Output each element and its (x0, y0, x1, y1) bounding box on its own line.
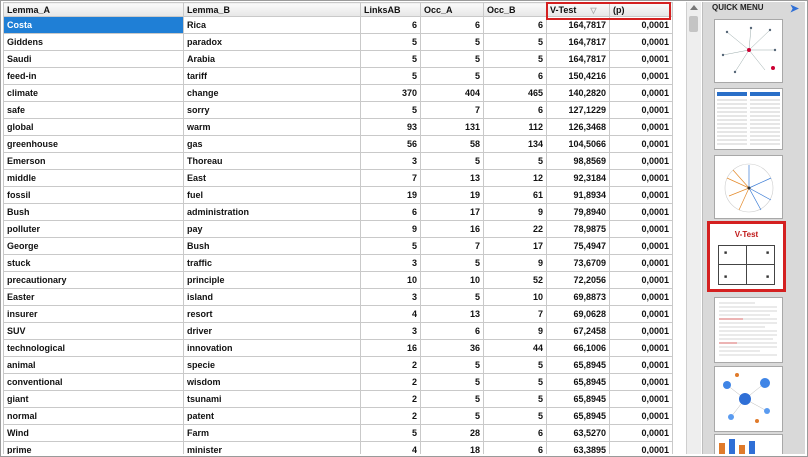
cell-links-ab[interactable]: 5 (361, 102, 421, 119)
quick-menu-thumb-table[interactable] (714, 88, 783, 150)
cell-occ-a[interactable]: 5 (421, 357, 484, 374)
cell-occ-a[interactable]: 16 (421, 221, 484, 238)
quick-menu-vtest-card[interactable] (707, 221, 786, 292)
cell-lemma-b[interactable]: island (184, 289, 361, 306)
cell-links-ab[interactable]: 3 (361, 153, 421, 170)
quick-menu-panel (702, 2, 805, 454)
cell-links-ab[interactable]: 6 (361, 17, 421, 34)
cell-lemma-a[interactable]: George (4, 238, 184, 255)
cell-lemma-b[interactable]: sorry (184, 102, 361, 119)
cell-lemma-a[interactable]: global (4, 119, 184, 136)
cell-lemma-a[interactable]: safe (4, 102, 184, 119)
header-occ-a[interactable]: Occ_A (421, 3, 484, 17)
cell-occ-a[interactable]: 7 (421, 102, 484, 119)
cell-p-value[interactable]: 0,0001 (610, 204, 673, 221)
sort-descending-icon: ▽ (590, 5, 597, 15)
vtest-quadrant-grid (718, 245, 775, 285)
cell-p-value[interactable]: 0,0001 (610, 425, 673, 442)
cell-lemma-b[interactable]: pay (184, 221, 361, 238)
scrollbar-thumb[interactable] (689, 16, 698, 32)
cell-v-test[interactable]: 73,6709 (547, 255, 610, 272)
cell-p-value[interactable]: 0,0001 (610, 170, 673, 187)
scroll-up-arrow-icon[interactable] (690, 5, 698, 10)
cell-p-value[interactable]: 0,0001 (610, 374, 673, 391)
cell-occ-b[interactable]: 5 (484, 34, 547, 51)
cell-links-ab[interactable]: 3 (361, 289, 421, 306)
cell-links-ab[interactable]: 3 (361, 255, 421, 272)
cell-occ-a[interactable]: 5 (421, 289, 484, 306)
table-thumbnail-icon (715, 89, 782, 149)
quadrant-marker-icon: ■ (765, 274, 769, 280)
cell-v-test[interactable]: 150,4216 (547, 68, 610, 85)
cell-p-value[interactable]: 0,0001 (610, 238, 673, 255)
cell-lemma-a[interactable]: SUV (4, 323, 184, 340)
cell-occ-a[interactable]: 6 (421, 323, 484, 340)
cell-links-ab[interactable]: 56 (361, 136, 421, 153)
cell-occ-a[interactable]: 13 (421, 306, 484, 323)
cell-occ-a[interactable]: 13 (421, 170, 484, 187)
table-row[interactable] (4, 374, 673, 391)
cell-occ-b[interactable]: 6 (484, 425, 547, 442)
table-row[interactable] (4, 34, 673, 51)
cell-v-test[interactable]: 92,3184 (547, 170, 610, 187)
quadrant-marker-icon: ■ (724, 250, 728, 256)
cell-links-ab[interactable]: 5 (361, 238, 421, 255)
cell-lemma-b[interactable]: paradox (184, 34, 361, 51)
header-v-test[interactable] (547, 3, 610, 17)
table-row[interactable] (4, 289, 673, 306)
cell-occ-a[interactable]: 5 (421, 374, 484, 391)
cell-p-value[interactable]: 0,0001 (610, 51, 673, 68)
cell-lemma-a[interactable]: Wind (4, 425, 184, 442)
cell-v-test[interactable]: 66,1006 (547, 340, 610, 357)
cell-links-ab[interactable]: 9 (361, 221, 421, 238)
cell-lemma-a[interactable]: Emerson (4, 153, 184, 170)
cell-p-value[interactable]: 0,0001 (610, 391, 673, 408)
cell-v-test[interactable]: 65,8945 (547, 391, 610, 408)
table-header-row (4, 3, 673, 17)
cell-p-value[interactable]: 0,0001 (610, 34, 673, 51)
cell-links-ab[interactable]: 2 (361, 408, 421, 425)
quick-menu-thumb-report[interactable] (714, 297, 783, 363)
header-lemma-b[interactable]: Lemma_B (184, 3, 361, 17)
cell-occ-b[interactable]: 61 (484, 187, 547, 204)
table-row[interactable] (4, 85, 673, 102)
cell-v-test[interactable]: 164,7817 (547, 51, 610, 68)
table-row[interactable] (4, 425, 673, 442)
table-row[interactable] (4, 255, 673, 272)
cell-lemma-a[interactable]: Giddens (4, 34, 184, 51)
cell-lemma-b[interactable]: administration (184, 204, 361, 221)
cell-lemma-a[interactable]: giant (4, 391, 184, 408)
cell-lemma-a[interactable]: climate (4, 85, 184, 102)
cell-occ-b[interactable]: 52 (484, 272, 547, 289)
cell-links-ab[interactable]: 3 (361, 323, 421, 340)
table-row[interactable] (4, 391, 673, 408)
cell-occ-a[interactable]: 5 (421, 408, 484, 425)
cell-occ-a[interactable]: 10 (421, 272, 484, 289)
chart-thumbnail-icon (715, 435, 782, 454)
cell-occ-b[interactable]: 10 (484, 289, 547, 306)
quick-menu-header (703, 2, 805, 14)
cell-p-value[interactable]: 0,0001 (610, 221, 673, 238)
cell-occ-a[interactable]: 36 (421, 340, 484, 357)
table-row[interactable] (4, 102, 673, 119)
chevron-right-icon[interactable]: ➤ (789, 3, 799, 15)
cell-lemma-b[interactable]: change (184, 85, 361, 102)
quick-menu-thumb-radial[interactable] (714, 155, 783, 219)
cell-v-test[interactable]: 79,8940 (547, 204, 610, 221)
cell-occ-a[interactable]: 7 (421, 238, 484, 255)
bubble-network-thumbnail-icon (715, 367, 782, 431)
table-row[interactable] (4, 204, 673, 221)
cell-links-ab[interactable]: 93 (361, 119, 421, 136)
cell-p-value[interactable]: 0,0001 (610, 340, 673, 357)
cell-occ-b[interactable]: 6 (484, 68, 547, 85)
cell-occ-b[interactable]: 7 (484, 306, 547, 323)
cell-links-ab[interactable]: 5 (361, 34, 421, 51)
cell-v-test[interactable]: 63,5270 (547, 425, 610, 442)
cell-occ-a[interactable]: 5 (421, 153, 484, 170)
cell-lemma-a[interactable]: middle (4, 170, 184, 187)
table-row[interactable] (4, 221, 673, 238)
cell-lemma-a[interactable]: animal (4, 357, 184, 374)
cell-occ-b[interactable]: 5 (484, 374, 547, 391)
cell-lemma-b[interactable]: warm (184, 119, 361, 136)
cell-occ-a[interactable]: 131 (421, 119, 484, 136)
cell-v-test[interactable]: 65,8945 (547, 408, 610, 425)
cell-occ-a[interactable]: 5 (421, 51, 484, 68)
cell-lemma-b[interactable]: Farm (184, 425, 361, 442)
cell-links-ab[interactable]: 5 (361, 425, 421, 442)
table-row[interactable] (4, 272, 673, 289)
cell-p-value[interactable]: 0,0001 (610, 119, 673, 136)
cell-v-test[interactable]: 164,7817 (547, 34, 610, 51)
cell-p-value[interactable]: 0,0001 (610, 187, 673, 204)
cell-links-ab[interactable]: 2 (361, 374, 421, 391)
table-row[interactable] (4, 323, 673, 340)
cell-occ-b[interactable]: 5 (484, 51, 547, 68)
cell-lemma-a[interactable]: Easter (4, 289, 184, 306)
cell-links-ab[interactable]: 5 (361, 68, 421, 85)
cell-occ-b[interactable]: 22 (484, 221, 547, 238)
cell-lemma-a[interactable]: insurer (4, 306, 184, 323)
table-row[interactable] (4, 238, 673, 255)
cell-p-value[interactable]: 0,0001 (610, 68, 673, 85)
header-links-ab[interactable]: LinksAB (361, 3, 421, 17)
cell-v-test[interactable]: 126,3468 (547, 119, 610, 136)
cell-lemma-b[interactable]: principle (184, 272, 361, 289)
cell-occ-b[interactable]: 9 (484, 255, 547, 272)
cell-v-test[interactable]: 140,2820 (547, 85, 610, 102)
cell-v-test[interactable]: 65,8945 (547, 374, 610, 391)
quadrant-marker-icon: ■ (724, 274, 728, 280)
table-row[interactable] (4, 408, 673, 425)
cell-lemma-b[interactable]: traffic (184, 255, 361, 272)
cell-links-ab[interactable]: 5 (361, 51, 421, 68)
table-row[interactable] (4, 340, 673, 357)
table-row[interactable] (4, 153, 673, 170)
cell-lemma-a[interactable]: technological (4, 340, 184, 357)
cell-v-test[interactable]: 65,8945 (547, 357, 610, 374)
cell-v-test[interactable]: 98,8569 (547, 153, 610, 170)
cell-occ-b[interactable]: 5 (484, 408, 547, 425)
cell-p-value[interactable]: 0,0001 (610, 323, 673, 340)
cell-lemma-b[interactable]: wisdom (184, 374, 361, 391)
cell-links-ab[interactable]: 4 (361, 306, 421, 323)
cell-lemma-a[interactable]: normal (4, 408, 184, 425)
table-row[interactable] (4, 51, 673, 68)
cell-links-ab[interactable]: 19 (361, 187, 421, 204)
cell-v-test[interactable]: 104,5066 (547, 136, 610, 153)
quadrant-marker-icon: ■ (765, 250, 769, 256)
cell-lemma-b[interactable]: East (184, 170, 361, 187)
cell-lemma-a[interactable]: fossil (4, 187, 184, 204)
cell-p-value[interactable]: 0,0001 (610, 136, 673, 153)
cell-links-ab[interactable]: 2 (361, 391, 421, 408)
cell-links-ab[interactable]: 370 (361, 85, 421, 102)
cell-v-test[interactable]: 69,0628 (547, 306, 610, 323)
cell-links-ab[interactable]: 6 (361, 204, 421, 221)
cell-p-value[interactable]: 0,0001 (610, 153, 673, 170)
cell-occ-a[interactable]: 18 (421, 442, 484, 455)
cell-p-value[interactable]: 0,0001 (610, 255, 673, 272)
header-p-value[interactable]: (p) (610, 3, 673, 17)
table-row[interactable] (4, 442, 673, 455)
cell-occ-a[interactable]: 404 (421, 85, 484, 102)
table-row[interactable] (4, 187, 673, 204)
quick-menu-thumb-extra[interactable] (714, 434, 783, 454)
cell-lemma-b[interactable]: Arabia (184, 51, 361, 68)
cell-occ-b[interactable]: 465 (484, 85, 547, 102)
cell-links-ab[interactable]: 4 (361, 442, 421, 455)
cell-lemma-a[interactable]: Saudi (4, 51, 184, 68)
cell-links-ab[interactable]: 16 (361, 340, 421, 357)
cell-occ-a[interactable]: 17 (421, 204, 484, 221)
cell-occ-b[interactable]: 44 (484, 340, 547, 357)
cell-occ-b[interactable]: 17 (484, 238, 547, 255)
cell-occ-b[interactable]: 12 (484, 170, 547, 187)
cell-occ-b[interactable]: 5 (484, 357, 547, 374)
cell-occ-a[interactable]: 6 (421, 17, 484, 34)
cell-lemma-a[interactable]: stuck (4, 255, 184, 272)
cell-p-value[interactable]: 0,0001 (610, 102, 673, 119)
table-row[interactable] (4, 170, 673, 187)
cell-p-value[interactable]: 0,0001 (610, 85, 673, 102)
cell-lemma-b[interactable]: tsunami (184, 391, 361, 408)
cell-lemma-a[interactable]: greenhouse (4, 136, 184, 153)
cell-occ-a[interactable]: 58 (421, 136, 484, 153)
cell-occ-a[interactable]: 5 (421, 34, 484, 51)
header-v-test-label: V-Test (550, 4, 577, 15)
cell-v-test[interactable]: 63,3895 (547, 442, 610, 455)
cell-occ-b[interactable]: 9 (484, 323, 547, 340)
cell-lemma-b[interactable]: fuel (184, 187, 361, 204)
table-row[interactable] (4, 119, 673, 136)
cell-lemma-b[interactable]: Bush (184, 238, 361, 255)
cell-occ-a[interactable]: 5 (421, 391, 484, 408)
cell-lemma-a[interactable]: conventional (4, 374, 184, 391)
cell-lemma-a[interactable]: polluter (4, 221, 184, 238)
cell-occ-b[interactable]: 6 (484, 102, 547, 119)
cell-links-ab[interactable]: 10 (361, 272, 421, 289)
cell-lemma-b[interactable]: driver (184, 323, 361, 340)
quick-menu-thumb-graph[interactable] (714, 19, 783, 83)
cell-v-test[interactable]: 164,7817 (547, 17, 610, 34)
cell-v-test[interactable]: 78,9875 (547, 221, 610, 238)
cell-links-ab[interactable]: 7 (361, 170, 421, 187)
cell-lemma-b[interactable]: resort (184, 306, 361, 323)
cell-p-value[interactable]: 0,0001 (610, 306, 673, 323)
vertical-scrollbar[interactable] (686, 2, 701, 454)
cell-p-value[interactable]: 0,0001 (610, 357, 673, 374)
cell-lemma-b[interactable]: Rica (184, 17, 361, 34)
cell-occ-a[interactable]: 5 (421, 255, 484, 272)
cell-occ-a[interactable]: 5 (421, 68, 484, 85)
cell-occ-b[interactable]: 134 (484, 136, 547, 153)
report-thumbnail-icon (715, 298, 782, 362)
table-row[interactable] (4, 136, 673, 153)
cell-occ-b[interactable]: 5 (484, 391, 547, 408)
cell-lemma-b[interactable]: innovation (184, 340, 361, 357)
cell-occ-b[interactable]: 5 (484, 153, 547, 170)
quick-menu-thumb-bubbles[interactable] (714, 366, 783, 432)
cell-v-test[interactable]: 75,4947 (547, 238, 610, 255)
quick-menu-title: QUICK MENU (712, 3, 764, 12)
table-row[interactable] (4, 357, 673, 374)
cell-v-test[interactable]: 69,8873 (547, 289, 610, 306)
header-lemma-a[interactable]: Lemma_A (4, 3, 184, 17)
cell-lemma-a[interactable]: Bush (4, 204, 184, 221)
cell-links-ab[interactable]: 2 (361, 357, 421, 374)
header-occ-b[interactable]: Occ_B (484, 3, 547, 17)
cell-v-test[interactable]: 72,2056 (547, 272, 610, 289)
cell-lemma-b[interactable]: tariff (184, 68, 361, 85)
vtest-card-title: V-Test (734, 230, 759, 239)
cell-v-test[interactable]: 127,1229 (547, 102, 610, 119)
cell-occ-b[interactable]: 6 (484, 442, 547, 455)
cell-p-value[interactable]: 0,0001 (610, 442, 673, 455)
cell-occ-b[interactable]: 9 (484, 204, 547, 221)
table-row[interactable] (4, 17, 673, 34)
cell-lemma-a[interactable]: Costa (4, 17, 184, 34)
cooccurrence-table-area (3, 2, 687, 454)
cell-occ-b[interactable]: 112 (484, 119, 547, 136)
cell-lemma-a[interactable]: feed-in (4, 68, 184, 85)
cell-occ-a[interactable]: 19 (421, 187, 484, 204)
cell-v-test[interactable]: 67,2458 (547, 323, 610, 340)
cell-occ-a[interactable]: 28 (421, 425, 484, 442)
cell-lemma-b[interactable]: patent (184, 408, 361, 425)
cell-lemma-a[interactable]: prime (4, 442, 184, 455)
cell-lemma-b[interactable]: gas (184, 136, 361, 153)
network-graph-thumbnail-icon (715, 20, 782, 82)
cell-lemma-a[interactable]: precautionary (4, 272, 184, 289)
cell-p-value[interactable]: 0,0001 (610, 408, 673, 425)
cell-occ-b[interactable]: 6 (484, 17, 547, 34)
cell-p-value[interactable]: 0,0001 (610, 17, 673, 34)
cell-lemma-b[interactable]: Thoreau (184, 153, 361, 170)
cooccurrence-table (3, 2, 673, 454)
table-row[interactable] (4, 68, 673, 85)
cell-lemma-b[interactable]: minister (184, 442, 361, 455)
radial-chart-thumbnail-icon (715, 156, 782, 218)
cell-v-test[interactable]: 91,8934 (547, 187, 610, 204)
cell-lemma-b[interactable]: specie (184, 357, 361, 374)
vtest-grid-vertical-line (746, 246, 747, 284)
cell-p-value[interactable]: 0,0001 (610, 289, 673, 306)
cell-p-value[interactable]: 0,0001 (610, 272, 673, 289)
table-row[interactable] (4, 306, 673, 323)
